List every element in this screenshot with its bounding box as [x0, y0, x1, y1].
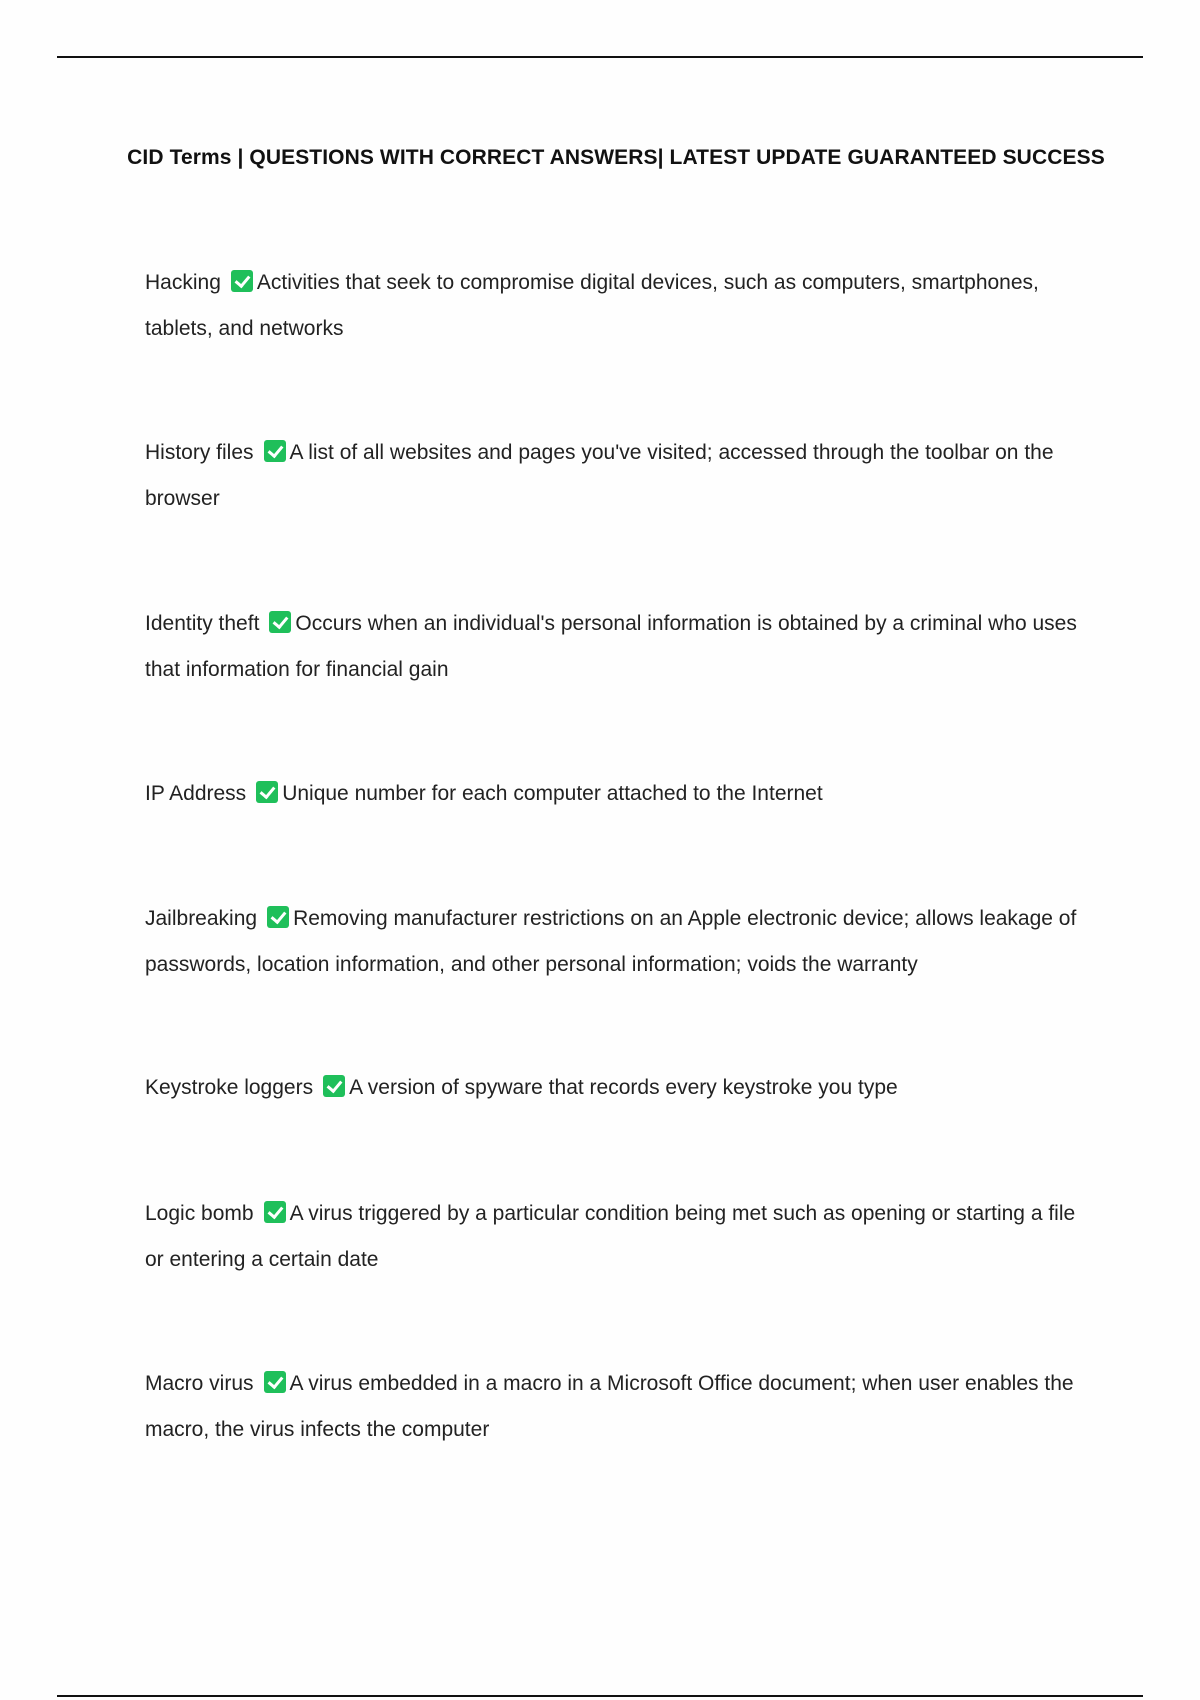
- entry-history-files: [145, 430, 1090, 522]
- entry-definition: Removing manufacturer restrictions on an Apple electronic device; allows leakage of passwords, location information, and other personal information; voids the warranty: [145, 907, 1077, 976]
- entry-jailbreaking: [145, 896, 1090, 988]
- green-checkmark-icon: [267, 906, 289, 928]
- entry-term: Identity theft: [145, 612, 260, 635]
- entry-term: Keystroke loggers: [145, 1076, 314, 1099]
- entry-identity-theft: [145, 601, 1090, 693]
- green-checkmark-icon: [264, 440, 286, 462]
- green-checkmark-icon: [231, 270, 253, 292]
- green-checkmark-icon: [323, 1075, 345, 1097]
- entry-term: IP Address: [145, 782, 247, 805]
- green-checkmark-icon: [256, 781, 278, 803]
- entry-definition: Occurs when an individual's personal information is obtained by a criminal who uses that information for financial gain: [145, 612, 1077, 681]
- entry-term: Hacking: [145, 271, 221, 294]
- entry-hacking: [145, 260, 1090, 352]
- entry-term: History files: [145, 441, 254, 464]
- green-checkmark-icon: [264, 1371, 286, 1393]
- document-title: CID Terms | QUESTIONS WITH CORRECT ANSWERS| LATEST UPDATE GUARANTEED SUCCESS: [127, 146, 1105, 169]
- entry-definition: A virus triggered by a particular condition being met such as opening or starting a file or entering a certain date: [145, 1202, 1076, 1271]
- green-checkmark-icon: [264, 1201, 286, 1223]
- entry-macro-virus: [145, 1361, 1090, 1453]
- entry-term: Logic bomb: [145, 1202, 254, 1225]
- entry-definition: A version of spyware that records every keystroke you type: [349, 1076, 898, 1099]
- entry-logic-bomb: [145, 1191, 1090, 1283]
- entry-term: Jailbreaking: [145, 907, 258, 930]
- entry-term: Macro virus: [145, 1372, 254, 1395]
- green-checkmark-icon: [269, 611, 291, 633]
- entry-definition: Unique number for each computer attached to the Internet: [282, 782, 823, 805]
- footer-rule: [57, 1695, 1143, 1697]
- entry-definition: A list of all websites and pages you've visited; accessed through the toolbar on the browser: [145, 441, 1054, 510]
- entry-ip-address: [145, 771, 1090, 817]
- header-rule: [57, 56, 1143, 58]
- entry-keystroke-loggers: [145, 1065, 1090, 1111]
- entry-definition: A virus embedded in a macro in a Microsoft Office document; when user enables the macro, the virus infects the computer: [145, 1372, 1074, 1441]
- entry-definition: Activities that seek to compromise digital devices, such as computers, smartphones, tablets, and networks: [145, 271, 1039, 340]
